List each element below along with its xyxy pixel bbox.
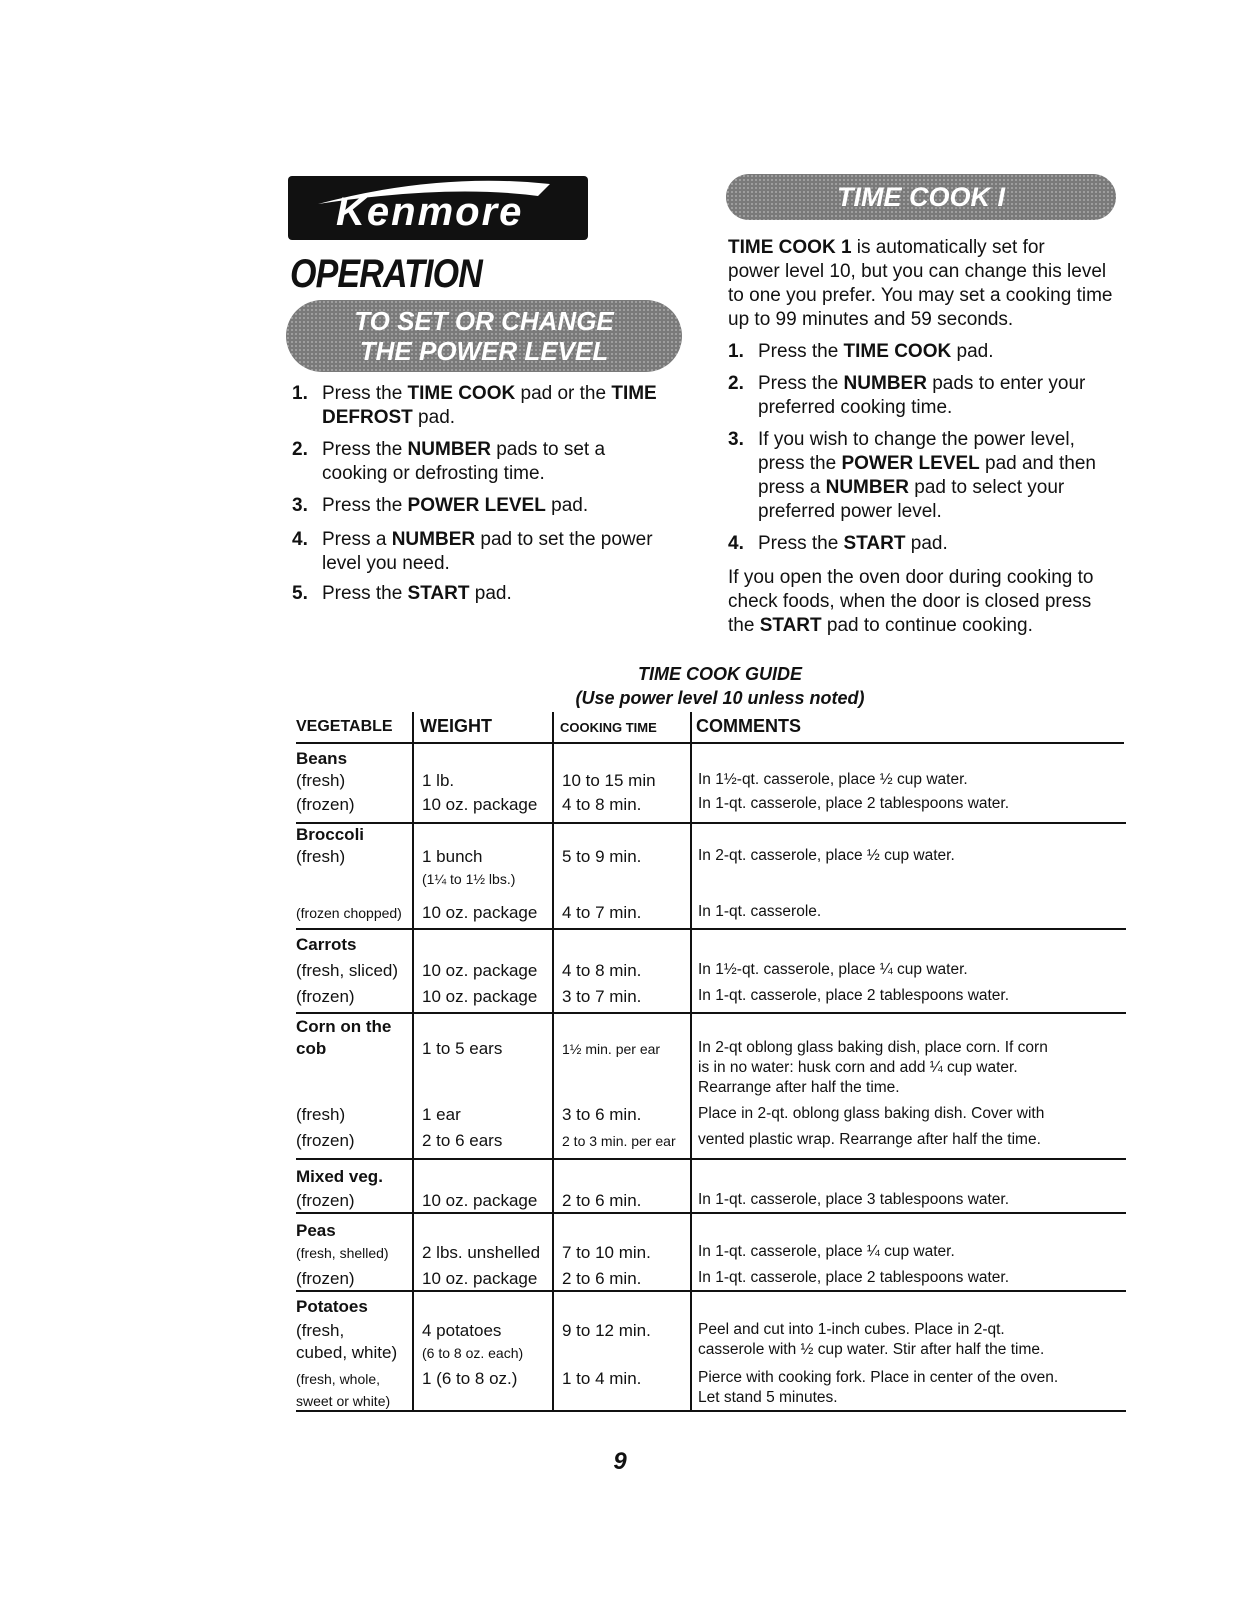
cell-weight: 1 (6 to 8 oz.): [422, 1369, 518, 1388]
cell-vegetable: (fresh): [296, 771, 346, 790]
guide-subtitle: (Use power level 10 unless noted): [575, 688, 865, 708]
logo-wordmark: Kenmore: [336, 190, 524, 234]
step-text: Press the START pad.: [758, 533, 948, 554]
cell-weight: 10 oz. package: [422, 1191, 538, 1210]
step-number: 3.: [292, 495, 308, 516]
cell-cooking-time: 9 to 12 min.: [562, 1321, 651, 1340]
table-rule: [296, 742, 1124, 744]
cell-cooking-time: 2 to 6 min.: [562, 1191, 642, 1210]
header-vegetable: VEGETABLE: [296, 718, 393, 735]
time-cook-steps: [728, 340, 1138, 560]
cell-comment: In 1-qt. casserole, place 2 tablespoons water.: [698, 987, 1010, 1004]
cell-weight: 1 bunch: [422, 847, 483, 866]
time-cook-banner: TIME COOK I: [726, 174, 1116, 220]
cell-comment: In 1-qt. casserole.: [698, 903, 822, 920]
cell-cooking-time: 3 to 7 min.: [562, 987, 642, 1006]
column-divider: [412, 712, 414, 1412]
cell-vegetable: (frozen): [296, 795, 355, 814]
cell-weight: 1 to 5 ears: [422, 1039, 503, 1058]
cell-vegetable: Corn on the: [296, 1017, 392, 1036]
cell-weight: 2 lbs. unshelled: [422, 1243, 541, 1262]
table-rule: [296, 1410, 1126, 1412]
guide-title: TIME COOK GUIDE: [637, 664, 802, 684]
cell-vegetable: (fresh): [296, 1105, 346, 1124]
page-title: OPERATION: [290, 252, 482, 296]
step-number: 2.: [292, 439, 308, 460]
table-rule: [296, 822, 1126, 824]
cell-comment: vented plastic wrap. Rearrange after half the time.: [698, 1131, 1041, 1148]
step-number: 4.: [292, 529, 308, 550]
cell-cooking-time: 4 to 7 min.: [562, 903, 642, 922]
table-rule: [296, 1290, 1126, 1292]
step-number: 1.: [728, 341, 744, 362]
table-rule: [296, 1158, 1126, 1160]
cell-cooking-time: 1½ min. per ear: [562, 1041, 661, 1057]
table-rule: [296, 928, 1126, 930]
cell-vegetable: (fresh): [296, 847, 346, 866]
cell-comment: Place in 2-qt. oblong glass baking dish. Cover with: [698, 1105, 1045, 1122]
cell-weight: 1 ear: [422, 1105, 461, 1124]
cell-comment: Rearrange after half the time.: [698, 1079, 900, 1096]
step-number: 3.: [728, 429, 744, 450]
cell-comment: In 1½-qt. casserole, place ¼ cup water.: [698, 961, 968, 978]
cell-comment: casserole with ½ cup water. Stir after half the time.: [698, 1341, 1045, 1358]
cell-cooking-time: 2 to 6 min.: [562, 1269, 642, 1288]
cell-comment: Pierce with cooking fork. Place in center of the oven.: [698, 1369, 1059, 1386]
step-text: If you wish to change the power level, press the POWER LEVEL pad and then press a NUMBER pad to select your preferred power level.: [758, 429, 1096, 522]
banner-line-1: TO SET OR CHANGE: [354, 306, 614, 336]
table-rule: [296, 1012, 1126, 1014]
column-divider: [552, 712, 554, 1412]
cell-vegetable: (frozen chopped): [296, 905, 402, 921]
cell-vegetable: Peas: [296, 1221, 336, 1240]
cell-weight: (6 to 8 oz. each): [422, 1345, 524, 1361]
cell-weight: 2 to 6 ears: [422, 1131, 503, 1150]
cell-weight: 1 lb.: [422, 771, 455, 790]
cell-cooking-time: 1 to 4 min.: [562, 1369, 642, 1388]
cell-weight: 4 potatoes: [422, 1321, 502, 1340]
step-text: Press the POWER LEVEL pad.: [322, 495, 589, 516]
step-number: 1.: [292, 383, 308, 404]
step-text: Press a NUMBER pad to set the power level you need.: [322, 529, 653, 574]
cell-weight: 10 oz. package: [422, 961, 538, 980]
cell-comment: In 1-qt. casserole, place 3 tablespoons water.: [698, 1191, 1010, 1208]
table-rule: [296, 1212, 1126, 1214]
cell-vegetable: (fresh, shelled): [296, 1245, 389, 1261]
cell-cooking-time: 4 to 8 min.: [562, 795, 642, 814]
power-level-banner: [286, 300, 682, 372]
cell-weight: 10 oz. package: [422, 903, 538, 922]
header-cooking-time: COOKING TIME: [560, 720, 657, 735]
time-cook-intro: TIME COOK 1 is automatically set for power level 10, but you can change this level to one you prefer. You may set a cooking time up to 99 minutes and 59 seconds.: [728, 237, 1113, 330]
cell-cooking-time: 7 to 10 min.: [562, 1243, 651, 1262]
door-open-note: If you open the oven door during cooking to check foods, when the door is closed press the START pad to continue cooking.: [728, 567, 1094, 636]
cell-vegetable: Broccoli: [296, 825, 365, 844]
step-number: 2.: [728, 373, 744, 394]
step-number: 4.: [728, 533, 744, 554]
cell-comment: is in no water: husk corn and add ¼ cup water.: [698, 1059, 1018, 1076]
cell-comment: Peel and cut into 1-inch cubes. Place in 2-qt.: [698, 1321, 1005, 1338]
header-weight: WEIGHT: [420, 716, 492, 736]
cell-vegetable: Carrots: [296, 935, 357, 954]
cell-weight: 10 oz. package: [422, 987, 538, 1006]
cell-vegetable: (frozen): [296, 1191, 355, 1210]
header-comments: COMMENTS: [696, 716, 801, 736]
cell-vegetable: (frozen): [296, 987, 355, 1006]
cell-vegetable: (fresh, whole,: [296, 1371, 381, 1387]
kenmore-logo: [288, 176, 588, 240]
step-text: Press the NUMBER pads to enter your preferred cooking time.: [758, 373, 1086, 418]
cell-vegetable: Potatoes: [296, 1297, 368, 1316]
cell-comment: In 1-qt. casserole, place 2 tablespoons water.: [698, 795, 1010, 812]
cell-weight: 10 oz. package: [422, 1269, 538, 1288]
cell-vegetable: Beans: [296, 749, 348, 768]
step-text: Press the TIME COOK pad.: [758, 341, 994, 362]
cell-comment: In 2-qt. casserole, place ½ cup water.: [698, 847, 955, 864]
cell-comment: In 1-qt. casserole, place 2 tablespoons water.: [698, 1269, 1010, 1286]
cell-vegetable: (fresh,: [296, 1321, 345, 1340]
cell-vegetable: sweet or white): [296, 1393, 391, 1409]
cell-cooking-time: 5 to 9 min.: [562, 847, 642, 866]
cell-cooking-time: 10 to 15 min: [562, 771, 656, 790]
cell-weight: (1¼ to 1½ lbs.): [422, 871, 516, 887]
cell-cooking-time: 2 to 3 min. per ear: [562, 1133, 676, 1149]
power-level-steps: [292, 382, 692, 612]
step-text: Press the START pad.: [322, 583, 512, 604]
cell-vegetable: Mixed veg.: [296, 1167, 383, 1186]
cell-vegetable: (frozen): [296, 1131, 355, 1150]
cell-vegetable: (frozen): [296, 1269, 355, 1288]
cell-comment: In 1½-qt. casserole, place ½ cup water.: [698, 771, 968, 788]
cell-comment: In 2-qt oblong glass baking dish, place corn. If corn: [698, 1039, 1048, 1056]
cell-comment: Let stand 5 minutes.: [698, 1389, 838, 1406]
cell-vegetable: (fresh, sliced): [296, 961, 399, 980]
step-text: Press the NUMBER pads to set a cooking or defrosting time.: [322, 439, 606, 484]
page-number: 9: [613, 1448, 627, 1475]
cell-comment: In 1-qt. casserole, place ¼ cup water.: [698, 1243, 955, 1260]
cell-weight: 10 oz. package: [422, 795, 538, 814]
step-text: Press the TIME COOK pad or the TIME DEFROST pad.: [322, 383, 657, 428]
step-number: 5.: [292, 583, 308, 604]
cell-cooking-time: 4 to 8 min.: [562, 961, 642, 980]
banner-line-2: THE POWER LEVEL: [359, 336, 609, 366]
cell-cooking-time: 3 to 6 min.: [562, 1105, 642, 1124]
column-divider: [690, 712, 692, 1412]
cell-vegetable: cubed, white): [296, 1343, 398, 1362]
cell-vegetable: cob: [296, 1039, 327, 1058]
